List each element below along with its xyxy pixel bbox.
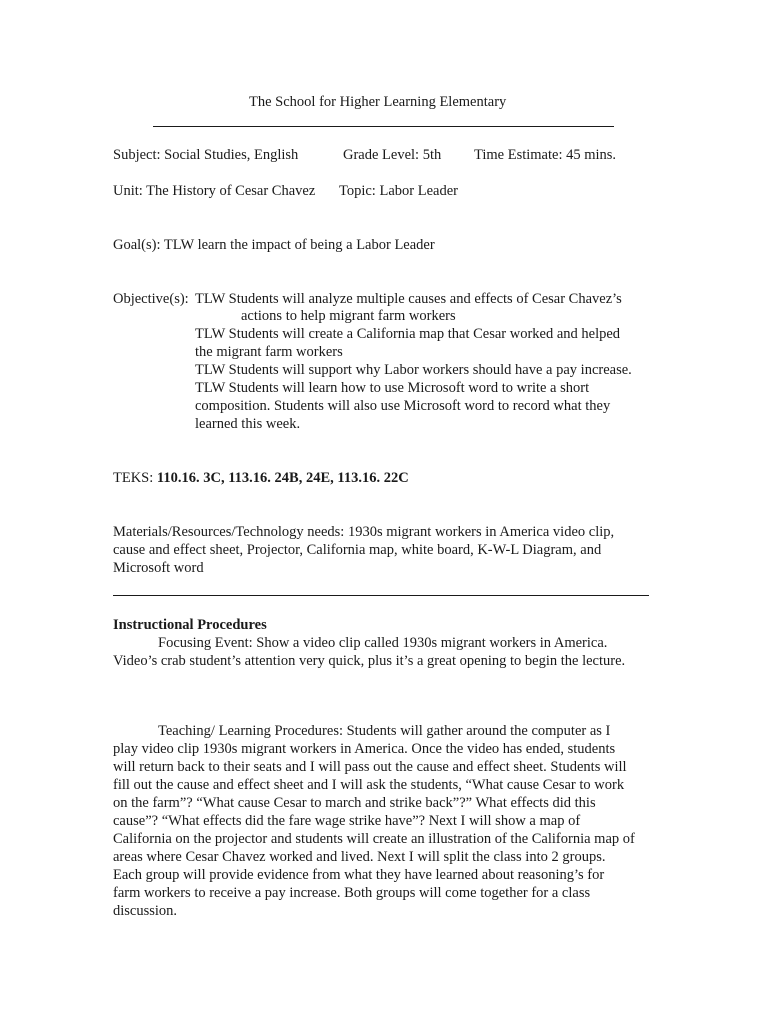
teaching-line: areas where Cesar Chavez worked and lived. Next I will split the class into 2 groups.	[113, 849, 606, 865]
objective-line: TLW Students will support why Labor workers should have a pay increase.	[195, 362, 632, 378]
goal-field: Goal(s): TLW learn the impact of being a Labor Leader	[113, 237, 435, 253]
objective-line: actions to help migrant farm workers	[241, 308, 456, 324]
teaching-line: fill out the cause and effect sheet and I will ask the students, “What cause Cesar to work	[113, 777, 625, 793]
objective-line: TLW Students will create a California map that Cesar worked and helped	[195, 326, 621, 342]
grade-level-field: Grade Level: 5th	[343, 147, 442, 163]
teaching-line: Each group will provide evidence from what they have learned about reasoning’s for	[113, 867, 605, 883]
title-divider	[153, 126, 614, 127]
teaching-line: play video clip 1930s migrant workers in America. Once the video has ended, students	[113, 741, 616, 757]
teaching-line: California on the projector and students will create an illustration of the California map of	[113, 831, 635, 847]
school-title: The School for Higher Learning Elementary	[249, 94, 507, 110]
teaching-line: on the farm”? “What cause Cesar to march and strike back”?” What effects did this	[113, 795, 596, 811]
materials-line: cause and effect sheet, Projector, California map, white board, K-W-L Diagram, and	[113, 542, 602, 558]
teaching-line: will return back to their seats and I will pass out the cause and effect sheet. Students will	[113, 759, 627, 775]
objective-line: composition. Students will also use Microsoft word to record what they	[195, 398, 611, 414]
materials-line: Materials/Resources/Technology needs: 1930s migrant workers in America video clip,	[113, 524, 615, 540]
teks-row	[113, 469, 409, 487]
objectives-label: Objective(s):	[113, 291, 189, 307]
instructional-heading: Instructional Procedures	[113, 617, 267, 633]
teks-label: TEKS:	[113, 470, 154, 486]
teks-value: 110.16. 3C, 113.16. 24B, 24E, 113.16. 22C	[156, 470, 409, 486]
objective-line: TLW Students will learn how to use Microsoft word to write a short	[195, 380, 590, 396]
teaching-line: farm workers to receive a pay increase. Both groups will come together for a class	[113, 885, 591, 901]
topic-field: Topic: Labor Leader	[339, 183, 458, 199]
objective-line: the migrant farm workers	[195, 344, 343, 360]
teaching-line: discussion.	[113, 903, 178, 919]
teaching-line: Teaching/ Learning Procedures: Students will gather around the computer as I	[158, 723, 611, 739]
time-estimate-field: Time Estimate: 45 mins.	[474, 147, 617, 163]
focusing-event-line: Video’s crab student’s attention very quick, plus it’s a great opening to begin the lecture.	[113, 653, 626, 669]
teaching-line: cause”? “What effects did the fare wage strike have”? Next I will show a map of	[113, 813, 581, 829]
materials-line: Microsoft word	[113, 560, 204, 576]
unit-field: Unit: The History of Cesar Chavez	[113, 183, 316, 199]
subject-field: Subject: Social Studies, English	[113, 147, 299, 163]
materials-divider	[113, 595, 649, 596]
focusing-event-line: Focusing Event: Show a video clip called 1930s migrant workers in America.	[158, 635, 608, 651]
objective-line: learned this week.	[195, 416, 301, 432]
objective-line: TLW Students will analyze multiple causes and effects of Cesar Chavez’s	[195, 291, 622, 307]
